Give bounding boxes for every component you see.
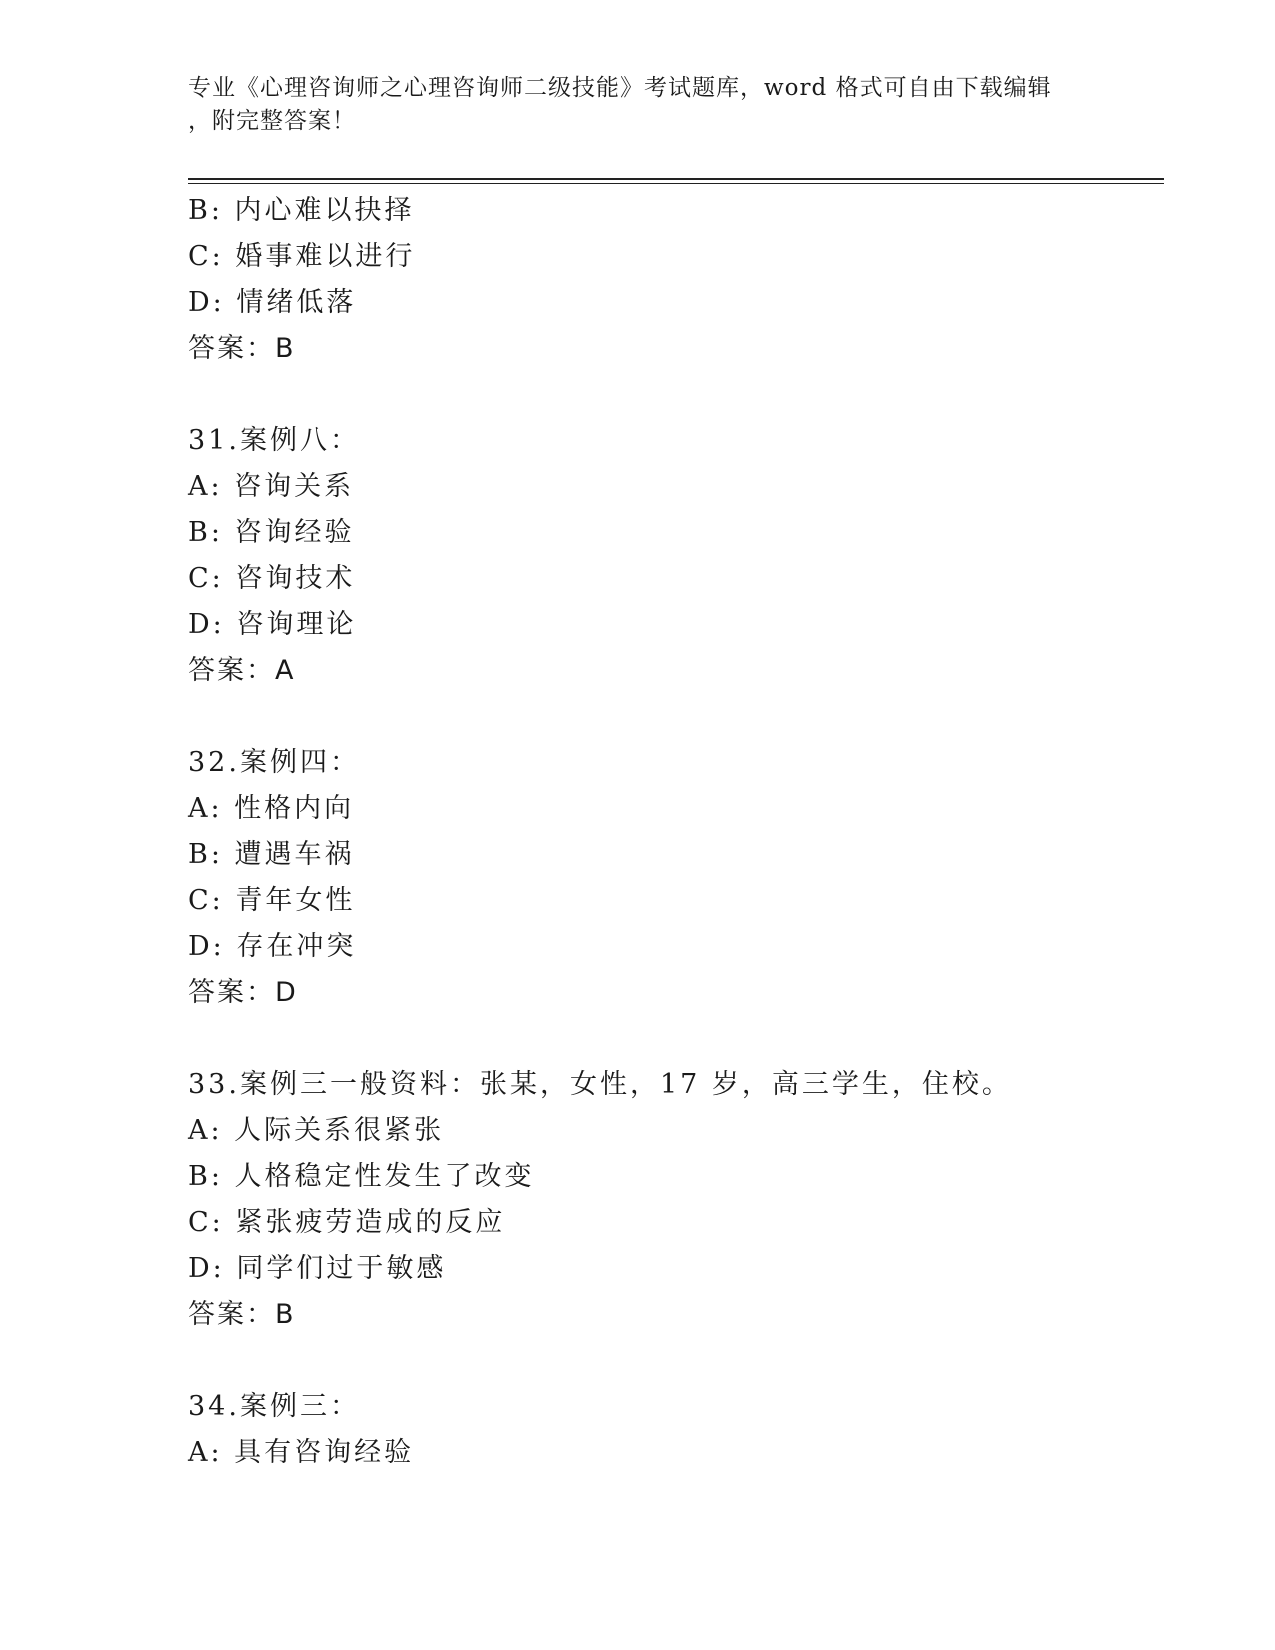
header-divider-thick (188, 178, 1164, 180)
option-a: A: 咨询关系 (188, 471, 355, 502)
question-31 (188, 418, 1168, 694)
answer-line: 答案：B (188, 333, 296, 364)
option-d: D: 存在冲突 (188, 931, 357, 962)
option-c: C: 婚事难以进行 (188, 241, 416, 272)
question-33 (188, 1062, 1168, 1338)
option-b: B: 咨询经验 (188, 517, 355, 548)
option-d: D: 同学们过于敏感 (188, 1253, 447, 1284)
answer-line: 答案：A (188, 655, 296, 686)
option-a: A: 人际关系很紧张 (188, 1115, 445, 1146)
option-b: B: 人格稳定性发生了改变 (188, 1161, 535, 1192)
question-title: 31.案例八： (188, 425, 360, 456)
option-c: C: 青年女性 (188, 885, 356, 916)
question-spacer (188, 1016, 1168, 1062)
question-title: 33.案例三一般资料：张某，女性，17 岁，高三学生，住校。 (188, 1069, 1012, 1100)
option-b: B: 内心难以抉择 (188, 195, 415, 226)
option-c: C: 紧张疲劳造成的反应 (188, 1207, 506, 1238)
option-a: A: 具有咨询经验 (188, 1437, 415, 1468)
option-b: B: 遭遇车祸 (188, 839, 355, 870)
option-d: D: 情绪低落 (188, 287, 357, 318)
option-c: C: 咨询技术 (188, 563, 356, 594)
question-30-tail (188, 188, 1168, 372)
question-list (188, 188, 1168, 1476)
question-32 (188, 740, 1168, 1016)
answer-line: 答案：D (188, 977, 298, 1008)
header-divider-thin (188, 183, 1164, 184)
option-d: D: 咨询理论 (188, 609, 357, 640)
answer-line: 答案：B (188, 1299, 296, 1330)
question-spacer (188, 372, 1168, 418)
question-title: 32.案例四： (188, 747, 360, 778)
question-title: 34.案例三： (188, 1391, 360, 1422)
question-34 (188, 1384, 1168, 1476)
option-a: A: 性格内向 (188, 793, 355, 824)
document-header: 专业《心理咨询师之心理咨询师二级技能》考试题库，word 格式可自由下载编辑 ，附完整答案！ (188, 75, 1052, 134)
question-spacer (188, 694, 1168, 740)
question-spacer (188, 1338, 1168, 1384)
